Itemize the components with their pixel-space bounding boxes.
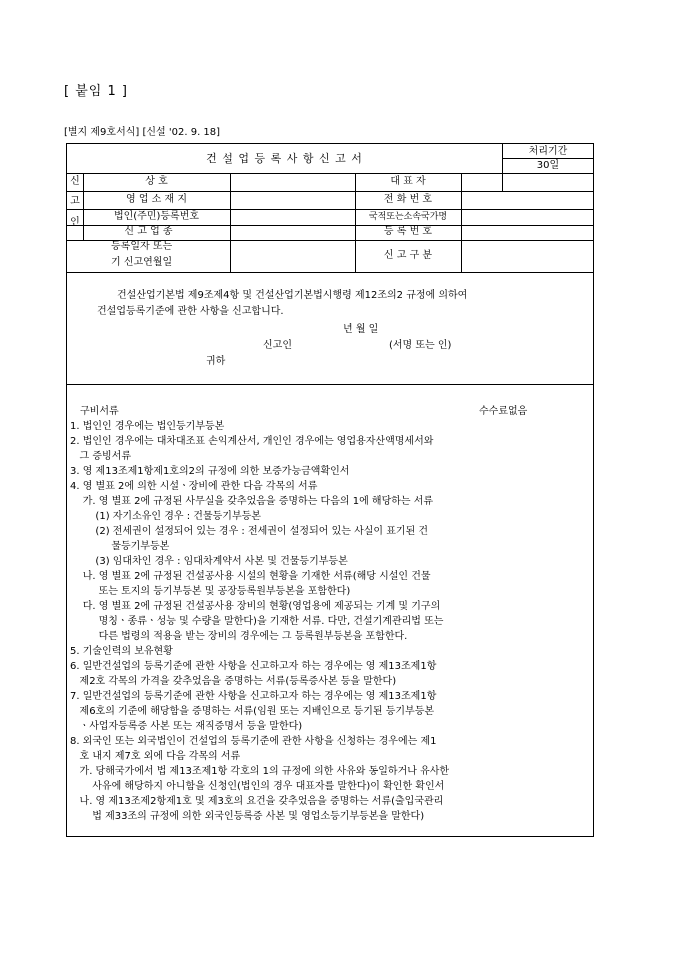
report-type-label: 신 고 구 분 [383, 250, 433, 261]
document-list-item: 가. 당해국가에서 법 제13조제1항 각호의 1의 규정에 의한 사유와 동일하거나 유사한 [70, 766, 450, 777]
side-label-char: 인 [70, 217, 80, 228]
document-list-item: 나. 영 별표 2에 규정된 건설공사용 시설의 현황을 기재한 서류(해당 시설인 건물 [70, 571, 431, 582]
document-list-item: 법 제33조의 규정에 의한 외국인등록증 사본 및 영업소등기부등본을 말한다) [70, 811, 425, 822]
business-type-label: 신 고 업 종 [124, 226, 173, 237]
document-list-item: 제2호 각목의 가격을 갖추었음을 증명하는 서류(등록증사본 등을 말한다) [70, 676, 397, 687]
document-list-item: 제6호의 기준에 해당함을 증명하는 서류(임원 또는 지배인으로 등기된 등기부등본 [70, 706, 435, 717]
statement-date: 년 월 일 [343, 324, 379, 335]
form-title: 건 설 업 등 록 사 항 신 고 서 [206, 152, 363, 165]
side-label-char: 고 [70, 196, 80, 207]
representative-label: 대 표 자 [390, 176, 426, 187]
divider [461, 173, 462, 272]
document-list-item: 7. 일반건설업의 등록기준에 관한 사항을 신고하고자 하는 경우에는 영 제13조제1항 [70, 691, 437, 702]
document-list-item: 2. 법인인 경우에는 대차대조표 손익계산서, 개인인 경우에는 영업용자산액명세서와 [70, 436, 434, 447]
divider [67, 384, 594, 385]
addressee-label: 귀하 [206, 356, 226, 367]
document-list-item: (2) 전세권이 설정되어 있는 경우 : 전세권이 설정되어 있는 사실이 표기된 건 [70, 526, 429, 537]
document-list-item: 3. 영 제13조제1항제1호의2의 규정에 의한 보증가능금액확인서 [70, 466, 350, 477]
processing-period-label: 처리기간 [528, 146, 568, 157]
document-list-item: 5. 기술인력의 보유현황 [70, 646, 173, 657]
document-list-item: 물등기부등본 [70, 541, 170, 552]
document-list-item: 4. 영 별표 2에 의한 시설ㆍ장비에 관한 다음 각목의 서류 [70, 481, 318, 492]
statement-text: 건설업등록기준에 관한 사항을 신고합니다. [97, 306, 284, 317]
signature-label: (서명 또는 인) [389, 340, 452, 351]
side-label-char: 신 [70, 176, 80, 187]
document-list-item: 그 증빙서류 [70, 451, 132, 462]
business-address-label: 영 업 소 재 지 [125, 194, 187, 205]
divider [67, 173, 502, 174]
document-list-item: 1. 법인인 경우에는 법인등기부등본 [70, 421, 225, 432]
reg-date-label: 기 신고연월일 [111, 257, 173, 268]
divider [502, 173, 594, 174]
document-list-item: (3) 임대차인 경우 : 임대차계약서 사본 및 건물등기부등본 [70, 556, 348, 567]
processing-period-value: 30일 [536, 160, 560, 171]
document-list-item: ㆍ사업자등록증 사본 또는 재직증명서 등을 말한다) [70, 721, 303, 732]
reg-date-label: 등록일자 또는 [111, 241, 173, 252]
document-list-item: 호 내지 제7호 외에 다음 각목의 서류 [70, 751, 241, 762]
document-list-item: 또는 토지의 등기부등본 및 공장등록원부등본을 포함한다) [70, 586, 351, 597]
document-list-item: 8. 외국인 또는 외국법인이 건설업의 등록기준에 관한 사항을 신청하는 경우에는 제1 [70, 736, 437, 747]
report-form [66, 143, 594, 837]
document-list-item: 다른 법령의 적용을 받는 장비의 경우에는 그 등록원부등본을 포함한다. [70, 631, 408, 642]
phone-label: 전 화 번 호 [383, 194, 433, 205]
divider [67, 191, 594, 192]
nationality-label: 국적또는소속국가명 [368, 212, 448, 222]
reporter-label: 신고인 [263, 340, 292, 351]
form-label: [별지 제9호서식] [신설 '02. 9. 18] [64, 127, 221, 138]
document-list [70, 419, 590, 824]
corp-reg-no-label: 법인(주민)등록번호 [113, 211, 200, 222]
divider [67, 272, 594, 273]
document-list-item: 사유에 해당하지 아니함을 신청인(법인의 경우 대표자를 말한다)이 확인한 확인서 [70, 781, 445, 792]
attachment-title: [ 붙임 1 ] [64, 84, 128, 99]
document-list-item: 가. 영 별표 2에 규정된 사무실을 갖추었음을 증명하는 다음의 1에 해당하는 서류 [70, 496, 434, 507]
document-list-item: (1) 자기소유인 경우 : 건물등기부등본 [70, 511, 261, 522]
document-list-item: 6. 일반건설업의 등록기준에 관한 사항을 신고하고자 하는 경우에는 영 제13조제1항 [70, 661, 437, 672]
document-list-item: 나. 영 제13조제2항제1호 및 제3호의 요건을 갖추었음을 증명하는 서류(출입국관리 [70, 796, 444, 807]
fee-label: 수수료없음 [479, 406, 528, 417]
divider [67, 209, 594, 210]
document-list-item: 명칭ㆍ종류ㆍ성능 및 수량을 말한다)을 기재한 서류. 다만, 건설기계관리법 또는 [70, 616, 444, 627]
documents-title: 구비서류 [80, 406, 119, 417]
registration-no-label: 등 록 번 호 [383, 226, 433, 237]
divider [502, 158, 594, 159]
statement-text: 건설산업기본법 제9조제4항 및 건설산업기본법시행령 제12조의2 규정에 의하여 [117, 290, 468, 301]
trade-name-label: 상 호 [145, 176, 168, 187]
divider [230, 173, 231, 272]
document-list-item: 다. 영 별표 2에 규정된 건설공사용 장비의 현황(영업용에 제공되는 기계 및 기구의 [70, 601, 441, 612]
